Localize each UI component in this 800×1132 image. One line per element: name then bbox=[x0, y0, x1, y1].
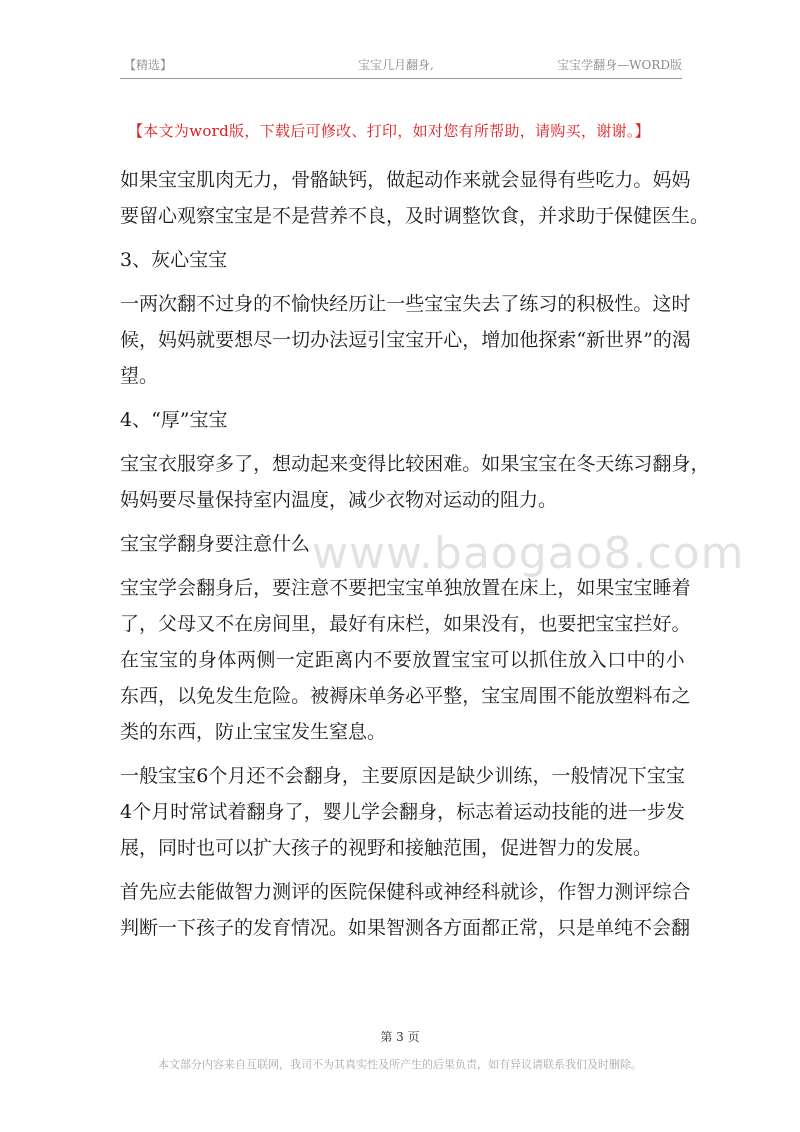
disclaimer-footer: 本文部分内容来自互联网，我司不为其真实性及所产生的后果负责，如有异议请联系我们及时删除。 bbox=[158, 1058, 642, 1071]
text-line: 首 先 应 去 能 做 智 力 测 评 的 医 院 保 健 科 或 神 经 科 就 诊 ， 作 智 力 测 评 综 合 bbox=[120, 881, 691, 903]
header-left-label: 【精选】 bbox=[124, 58, 173, 72]
paragraph bbox=[120, 526, 685, 562]
text-line: 在 宝 宝 的 身 体 两 侧 一 定 距 离 内 不 要 放 置 宝 宝 可 以 抓 住 放 入 口 中 的 小 bbox=[120, 649, 685, 671]
paragraph bbox=[120, 570, 691, 750]
text-line: 东 西 ， 以 免 发 生 危 险 。 被 褥 床 单 务 必 平 整 ， 宝 宝 周 围 不 能 放 塑 料 布 之 bbox=[120, 685, 691, 707]
header-center-title: 宝宝几月翻身, bbox=[358, 58, 434, 72]
paragraph bbox=[120, 402, 685, 438]
text-line: 展，同时也可以扩大孩子的视野和接触范围，促进智力的发展。 bbox=[120, 837, 653, 859]
paragraph bbox=[120, 758, 685, 866]
text-line: 3、灰心宝宝 bbox=[120, 249, 228, 271]
download-notice: 【本文为word版，下载后可修改、打印，如对您有所帮助，请购买，谢谢。】 bbox=[128, 122, 650, 140]
text-line: 候 ， 妈 妈 就 要 想 尽 一 切 办 法 逗 引 宝 宝 开 心 ， 增 加 他 探 索 “ 新 世 界 ” 的 渴 bbox=[120, 329, 691, 351]
page-number: 第 3 页 bbox=[380, 1030, 420, 1044]
text-line: 一 般 宝 宝 6 个 月 还 不 会 翻 身 ， 主 要 原 因 是 缺 少 训 练 ， 一 般 情 况 下 宝 宝 bbox=[120, 765, 685, 787]
text-line: 妈妈要尽量保持室内温度，减少衣物对运动的阻力。 bbox=[120, 489, 558, 511]
text-line: 望。 bbox=[120, 365, 159, 387]
header-right-label: 宝宝学翻身—WORD版 bbox=[557, 58, 682, 72]
text-line: 宝 宝 衣 服 穿 多 了 ， 想 动 起 来 变 得 比 较 困 难 。 如 果 宝 宝 在 冬 天 练 习 翻 身 ， bbox=[120, 453, 710, 475]
site-watermark: www.baogao8.com bbox=[312, 528, 745, 579]
text-line: 4 个 月 时 常 试 着 翻 身 了 ， 婴 儿 学 会 翻 身 ， 标 志 着 运 动 技 能 的 进 一 步 发 bbox=[120, 801, 685, 823]
paragraph bbox=[120, 162, 710, 234]
text-line: 一 两 次 翻 不 过 身 的 不 愉 快 经 历 让 一 些 宝 宝 失 去 了 练 习 的 积 极 性 。 这 时 bbox=[120, 293, 691, 315]
text-line: 4、“厚”宝宝 bbox=[120, 409, 228, 431]
text-line: 要留心观察宝宝是不是营养不良，及时调整饮食，并求助于保健医生。 bbox=[120, 205, 710, 227]
paragraph bbox=[120, 874, 691, 946]
text-line: 判断一下孩子的发育情况。如果智测各方面都正常，只是单纯不会翻 bbox=[120, 917, 691, 939]
text-line: 如 果 宝 宝 肌 肉 无 力 ， 骨 骼 缺 钙 ， 做 起 动 作 来 就 会 显 得 有 些 吃 力 。 妈 妈 bbox=[120, 169, 691, 191]
header-divider bbox=[120, 78, 682, 79]
text-line: 宝宝学翻身要注意什么 bbox=[120, 533, 311, 555]
document-body bbox=[120, 162, 710, 946]
text-line: 宝 宝 学 会 翻 身 后 ， 要 注 意 不 要 把 宝 宝 单 独 放 置 在 床 上 ， 如 果 宝 宝 睡 着 bbox=[120, 577, 691, 599]
page-header bbox=[120, 56, 682, 78]
text-line: 了 ， 父 母 又 不 在 房 间 里 ， 最 好 有 床 栏 ， 如 果 没 有 ， 也 要 把 宝 宝 拦 好 。 bbox=[120, 613, 691, 635]
paragraph bbox=[120, 286, 691, 394]
text-line: 类的东西，防止宝宝发生窒息。 bbox=[120, 721, 387, 743]
paragraph bbox=[120, 242, 685, 278]
paragraph bbox=[120, 446, 710, 518]
